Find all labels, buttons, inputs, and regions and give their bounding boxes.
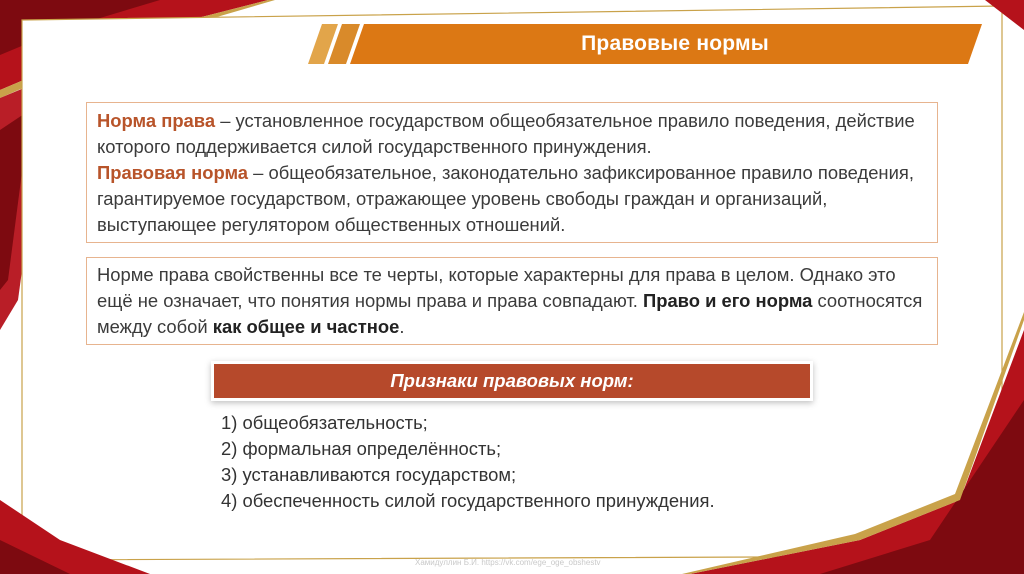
definition-norm-of-law bbox=[97, 108, 927, 160]
definitions-box bbox=[86, 102, 938, 243]
note-text-1: Норме права свойственны все те черты, которые характерны для права в целом. Однако это ещё не означает, что понятия нормы права и права совпадают. bbox=[97, 264, 896, 311]
list-item: 3) устанавливаются государством; bbox=[221, 464, 517, 485]
slide-title-bar bbox=[308, 24, 982, 64]
list-item: 1) общеобязательность; bbox=[221, 412, 428, 433]
footer-credit: Хамидуллин Б.И. https://vk.com/ege_oge_obshestv bbox=[415, 558, 601, 567]
signs-list bbox=[221, 410, 715, 514]
definition-text-1: – установленное государством общеобязательное правило поведения, действие которого поддерживается силой государственного принуждения. bbox=[97, 110, 915, 157]
definition-text-2: – общеобязательное, законодательно зафиксированное правило поведения, гарантируемое государством, отражающее уровень свободы граждан и организаций, выступающее регулятором общественных отношений. bbox=[97, 162, 914, 235]
note-text-2: соотносятся между собой bbox=[97, 290, 923, 337]
list-item: 2) формальная определённость; bbox=[221, 438, 502, 459]
signs-heading: Признаки правовых норм: bbox=[214, 364, 810, 398]
list-item: 4) обеспеченность силой государственного принуждения. bbox=[221, 490, 715, 511]
slide-title: Правовые нормы bbox=[581, 32, 769, 55]
note-bold-1: Право и его норма bbox=[643, 290, 813, 311]
definition-legal-norm bbox=[97, 160, 927, 238]
note-box bbox=[86, 257, 938, 345]
note-bold-2: как общее и частное bbox=[212, 316, 400, 337]
term-legal-norm: Правовая норма bbox=[97, 162, 249, 183]
term-norm-of-law: Норма права bbox=[97, 110, 216, 131]
note-paragraph bbox=[97, 262, 927, 340]
note-text-3: . bbox=[399, 316, 405, 337]
